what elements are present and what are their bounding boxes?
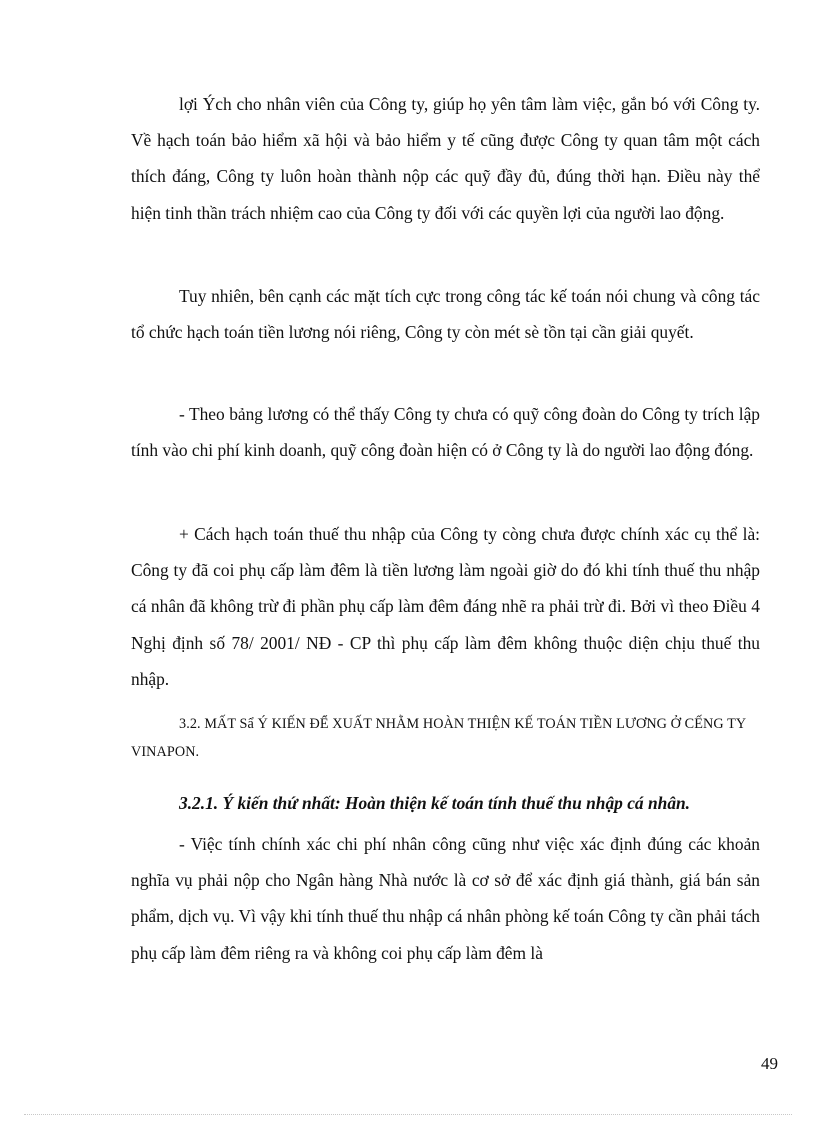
paragraph-however: Tuy nhiên, bên cạnh các mặt tích cực trong công tác kế toán nói chung và công tác tổ chức hạch toán tiền lương nói riêng, Công ty còn mét sè tồn tại cần giải quyết. (131, 286, 760, 343)
paragraph-labor-cost: - Việc tính chính xác chi phí nhân công cũng như việc xác định đúng các khoản nghĩa vụ phải nộp cho Ngân hàng Nhà nước là cơ sở để xác định giá thành, giá bán sản phẩm, dịch vụ. Vì vậy khi tính thuế thu nhập cá nhân phòng kế toán Công ty cần phải tách phụ cấp làm đêm riêng ra và không coi phụ cấp làm đêm là (131, 834, 760, 963)
paragraph-union-fund: - Theo bảng lương có thể thấy Công ty chưa có quỹ công đoàn do Công ty trích lập tính vào chi phí kinh doanh, quỹ công đoàn hiện có ở Công ty là do người lao động đóng. (131, 404, 760, 461)
page-number: 49 (761, 1054, 778, 1073)
paragraph-benefits: lợi Ých cho nhân viên của Công ty, giúp họ yên tâm làm việc, gắn bó với Công ty. Về hạch toán bảo hiểm xã hội và bảo hiểm y tế cũng được Công ty quan tâm một cách thích đáng, Công ty luôn hoàn thành nộp các quỹ đầy đủ, đúng thời hạn. Điều này thể hiện tinh thần trách nhiệm cao của Công ty đối với các quyền lợi của người lao động. (131, 94, 760, 223)
paragraph-income-tax: + Cách hạch toán thuế thu nhập của Công ty còng chưa được chính xác cụ thể là: Công ty đã coi phụ cấp làm đêm là tiền lương làm ngoài giờ do đó khi tính thuế thu nhập cá nhân đã không trừ đi phần phụ cấp làm đêm đáng nhẽ ra phải trừ đi. Bởi vì theo Điều 4 Nghị định số 78/ 2001/ NĐ - CP thì phụ cấp làm đêm không thuộc diện chịu thuế thu nhập. (131, 524, 760, 689)
page-bottom-divider (24, 1114, 792, 1115)
subsection-heading: 3.2.1. Ý kiến thứ nhất: Hoàn thiện kế toán tính thuế thu nhập cá nhân. (179, 793, 691, 813)
section-heading: 3.2. MẤT Sẩ Ý KIẾN ĐỂ XUẤT NHẰM HOÀN THIỆN KẾ TOÁN TIỀN LƯƠNG Ở CẾNG TY VINAPON. (131, 716, 746, 760)
